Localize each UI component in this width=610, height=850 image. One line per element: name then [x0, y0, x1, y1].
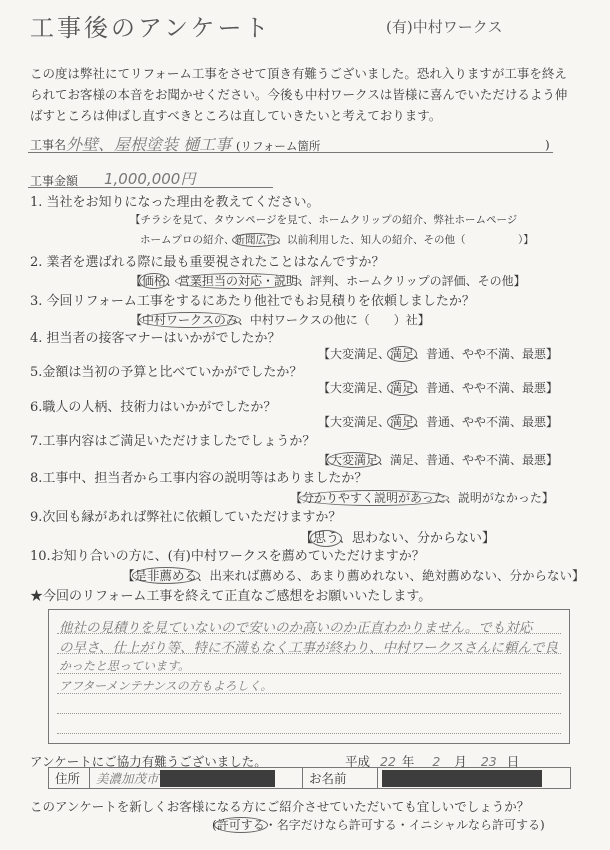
question-6: 6.職人の人柄、技術力はいかがでしたか？: [30, 400, 277, 415]
option: 、普通、やや不満、最悪】: [414, 347, 559, 361]
option: 【大変満足、: [318, 347, 391, 361]
selected-option[interactable]: 大変満足: [327, 452, 381, 468]
address-value: 美濃加茂市: [96, 771, 159, 786]
project-label: 工事名: [30, 138, 67, 152]
q7-options: [318, 451, 558, 468]
selected-option[interactable]: 満足: [387, 380, 417, 396]
day: 23: [480, 754, 497, 769]
era: 平成: [345, 754, 371, 769]
option: 、出来れば薦める、あまり薦めれない、絶対薦めない、分からない】: [197, 568, 585, 583]
option: 、普通、やや不満、最悪】: [414, 381, 559, 395]
redaction: [160, 770, 275, 787]
selected-option[interactable]: 中村ワークスのみ: [139, 312, 241, 328]
option: 、評判、ホームクリップの評価、その他】: [298, 274, 526, 288]
amount-value: 1,000,000円: [104, 170, 196, 188]
month: 2: [432, 754, 441, 769]
selected-option[interactable]: 満足: [387, 414, 417, 430]
selected-option[interactable]: 価格: [139, 273, 169, 289]
bracket: 【: [130, 274, 143, 288]
selected-option[interactable]: 許可する: [214, 817, 268, 833]
bracket: 【: [290, 491, 303, 505]
comment-box[interactable]: [48, 609, 570, 744]
option: 、満足、普通、やや不満、最悪】: [378, 453, 559, 467]
intro-line: ばすところは伸ばし直すべきところは直していきたいと考えております。: [30, 108, 442, 123]
selected-option[interactable]: 営業担当の対応・説明: [175, 273, 301, 289]
q4-options: [318, 345, 558, 362]
permission-options: [212, 816, 545, 833]
q10-options: [122, 566, 585, 584]
option: 、普通、やや不満、最悪】: [414, 415, 559, 429]
selected-option[interactable]: 是非薦める: [132, 567, 201, 584]
option: 、以前利用した、知人の紹介、その他（ ）】: [276, 234, 534, 246]
option: ホームプロの紹介、: [140, 234, 235, 246]
company-name: (有)中村ワークス: [386, 18, 503, 36]
q5-options: [318, 379, 558, 396]
q3-options: [130, 311, 430, 328]
customer-info-table: [48, 767, 571, 789]
intro-line: られてお客様の本音をお聞かせください。今後も中村ワークスは皆様に喜んでいただけるよう伸: [30, 87, 568, 102]
option: 【大変満足、: [318, 381, 391, 395]
thanks-text: アンケートにご協力有難うございました。: [30, 754, 267, 769]
project-value: 外壁、屋根塗装 樋工事: [66, 135, 232, 154]
address-label: 住所: [49, 768, 90, 789]
project-close: ): [545, 138, 550, 152]
q6-options: [318, 413, 558, 430]
question-4: 4. 担当者の接客マナーはいかがでしたか？: [30, 331, 281, 346]
option: 、思わない、分からない】: [339, 531, 496, 546]
name-field[interactable]: [378, 768, 571, 789]
q2-options: [130, 272, 526, 289]
selected-option[interactable]: 満足: [387, 346, 417, 362]
question-1: 1. 当社をお知りになった理由を教えてください。: [30, 195, 320, 210]
selected-option[interactable]: 思う: [310, 530, 342, 547]
separator: 、: [166, 274, 179, 288]
question-9: 9.次回も縁があれば弊社に依頼していただけますか？: [30, 510, 342, 525]
q9-options: [300, 527, 495, 546]
bracket: 【: [130, 313, 143, 327]
project-suffix: (リフォーム箇所: [236, 139, 321, 153]
month-label: 月: [454, 754, 467, 769]
q8-options: [290, 489, 554, 506]
bracket: 【: [318, 453, 331, 467]
question-2: 2. 業者を選ばれる際に最も重要視されたことはなんですか？: [30, 255, 385, 270]
comment-line: アフターメンテナンスの方もよろしく。: [59, 679, 273, 693]
question-8: 8.工事中、担当者から工事内容の説明等はありましたか？: [30, 471, 368, 486]
option: 、説明がなかった】: [445, 491, 554, 505]
bracket: 【: [122, 568, 135, 583]
comment-line: かったと思っています。: [59, 659, 191, 673]
day-label: 日: [506, 754, 520, 769]
q1-options-line2: [140, 232, 534, 247]
option: ・名字だけなら許可する・イニシャルなら許可する): [264, 818, 545, 832]
option: 、中村ワークスの他に（ ）社】: [237, 313, 430, 327]
comment-line: 他社の見積りを見ていないので安いのか高いのか正直わかりません。でも対応: [59, 620, 533, 636]
option: 【大変満足、: [318, 415, 391, 429]
question-5: 5.金額は当初の予算と比べていかがでしたか？: [30, 365, 303, 380]
selected-option[interactable]: 分かりやすく説明があった: [299, 490, 449, 506]
comment-prompt: ★今回のリフォーム工事を終えて正直なご感想をお願いいたします。: [30, 589, 432, 604]
permission-question: このアンケートを新しくお客様になる方にご紹介させていただいても宜しいでしょうか？: [30, 799, 530, 814]
paren: (: [212, 818, 217, 832]
redaction: [382, 770, 542, 787]
page-title: 工事後のアンケート: [30, 14, 272, 42]
year-label: 年: [401, 754, 415, 769]
bracket: 【: [300, 531, 314, 546]
amount-label: 工事金額: [30, 174, 79, 188]
intro-line: この度は弊社にてリフォーム工事をさせて頂き有難うございました。恐れ入りますが工事を終え: [30, 66, 567, 81]
selected-option[interactable]: 新聞広告: [232, 233, 280, 247]
name-label: お名前: [303, 768, 378, 789]
question-10: 10.お知り合いの方に、(有)中村ワークスを薦めていただけますか？: [30, 549, 425, 564]
question-7: 7.工事内容はご満足いただけましたでしょうか？: [30, 434, 316, 449]
comment-line: の早さ、仕上がり等、特に不満もなく工事が終わり、中村ワークスさんに頼んで良: [59, 640, 558, 656]
year: 22: [380, 754, 396, 769]
q1-options-line1: 【チラシを見て、タウンページを見て、ホームクリップの紹介、弊社ホームページ: [130, 214, 518, 226]
address-field[interactable]: [90, 768, 303, 789]
question-3: 3. 今回リフォーム工事をするにあたり他社でもお見積りを依頼しましたか？: [30, 294, 475, 309]
